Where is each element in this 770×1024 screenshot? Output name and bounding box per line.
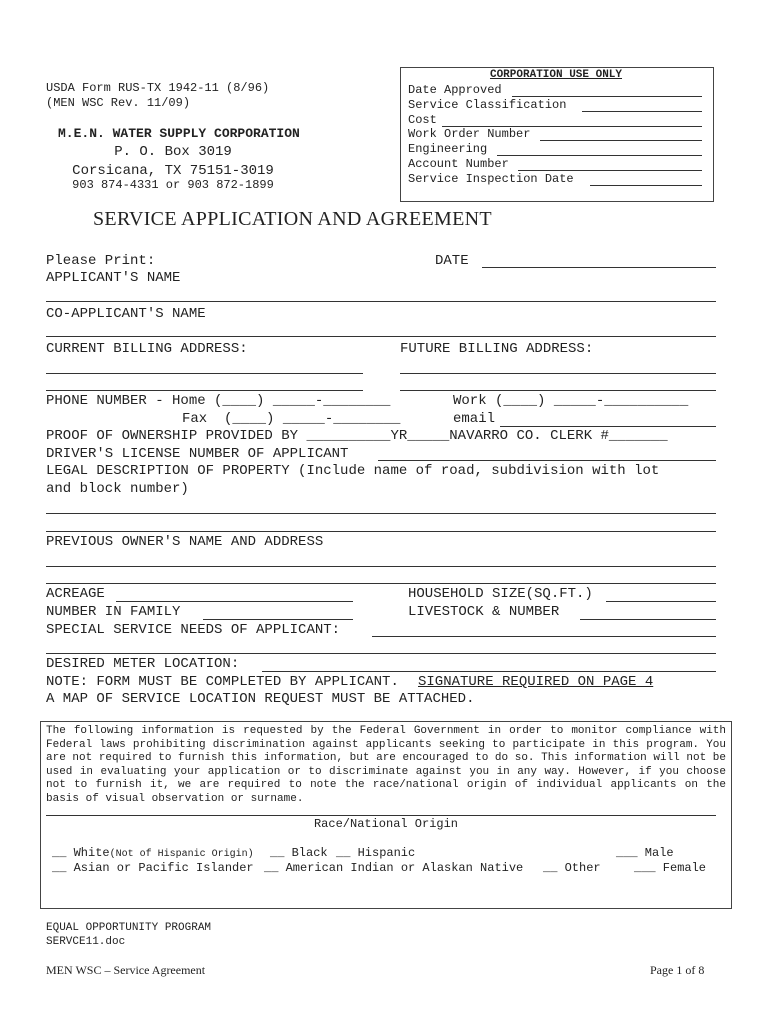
drivers-license-label: DRIVER'S LICENSE NUMBER OF APPLICANT: [46, 446, 349, 462]
date-approved-field[interactable]: [512, 96, 702, 97]
service-inspection-label: Service Inspection Date: [408, 172, 574, 186]
special-needs-field-2[interactable]: [46, 653, 716, 654]
previous-owner-label: PREVIOUS OWNER'S NAME AND ADDRESS: [46, 534, 324, 550]
engineering-label: Engineering: [408, 142, 488, 156]
acreage-label: ACREAGE: [46, 586, 105, 602]
cost-label: Cost: [408, 113, 437, 127]
race-white-label: __ White: [52, 846, 110, 860]
acreage-field[interactable]: [116, 601, 353, 602]
page-number: Page 1 of 8: [650, 963, 705, 977]
meter-location-label: DESIRED METER LOCATION:: [46, 656, 240, 672]
service-classification-label: Service Classification: [408, 98, 567, 112]
corporation-use-title: CORPORATION USE ONLY: [489, 69, 623, 81]
race-white-note: (Not of Hispanic Origin): [109, 849, 254, 860]
signature-required-note: SIGNATURE REQUIRED ON PAGE 4: [418, 674, 654, 690]
service-inspection-field[interactable]: [590, 185, 702, 186]
co-applicant-name-field[interactable]: [46, 336, 716, 337]
livestock-field[interactable]: [580, 619, 716, 620]
special-needs-label: SPECIAL SERVICE NEEDS OF APPLICANT:: [46, 622, 341, 638]
current-billing-field-1[interactable]: [46, 373, 363, 374]
applicant-name-label: APPLICANT'S NAME: [46, 270, 181, 286]
form-number: USDA Form RUS-TX 1942-11 (8/96): [46, 81, 270, 95]
account-number-field[interactable]: [518, 170, 702, 171]
note-required-label: NOTE: FORM MUST BE COMPLETED BY APPLICANT.: [46, 674, 399, 690]
race-white-option[interactable]: [52, 846, 254, 860]
document-title: SERVICE APPLICATION AND AGREEMENT: [93, 208, 492, 230]
co-applicant-name-label: CO-APPLICANT'S NAME: [46, 306, 206, 322]
date-field[interactable]: [482, 267, 716, 268]
number-in-family-label: NUMBER IN FAMILY: [46, 604, 181, 620]
date-approved-label: Date Approved: [408, 83, 502, 97]
map-required-note: A MAP OF SERVICE LOCATION REQUEST MUST BE ATTACHED.: [46, 691, 475, 707]
phone-work-field[interactable]: Work (____) _____-__________: [453, 393, 689, 409]
current-billing-field-2[interactable]: [46, 390, 363, 391]
gender-female-option[interactable]: ___ Female: [634, 861, 707, 875]
legal-description-field-1[interactable]: [46, 513, 716, 514]
federal-notice-text: The following information is requested by the Federal Government in order to monitor compliance with Federal laws prohibiting discrimination against applicants seeking to participate in this program. You are not required to furnish this information, but are encouraged to do so. This information will not be used in evaluating your application or to discriminate against you in any way. However, if you choose not to furnish it, we are required to note the race/national origin of individual applicants on the basis of visual observation or surname.: [46, 725, 726, 805]
please-print-label: Please Print:: [46, 253, 156, 269]
form-reference: [46, 81, 269, 111]
applicant-name-field[interactable]: [46, 301, 716, 302]
engineering-field[interactable]: [497, 155, 702, 156]
date-label: DATE: [435, 253, 469, 269]
future-billing-field-2[interactable]: [400, 390, 716, 391]
account-number-label: Account Number: [408, 157, 509, 171]
current-billing-label: CURRENT BILLING ADDRESS:: [46, 341, 248, 357]
form-revision: (MEN WSC Rev. 11/09): [46, 96, 191, 110]
race-origin-title: Race/National Origin: [313, 817, 459, 831]
legal-description-field-2[interactable]: [46, 531, 716, 532]
race-asian-option[interactable]: __ Asian or Pacific Islander: [52, 861, 254, 875]
drivers-license-field[interactable]: [378, 460, 716, 461]
phone-home-field[interactable]: PHONE NUMBER - Home (____) _____-________: [46, 393, 391, 409]
future-billing-field-1[interactable]: [400, 373, 716, 374]
corporation-phones: 903 874-4331 or 903 872-1899: [72, 178, 274, 192]
notice-divider: [46, 815, 716, 816]
document-filename: SERVCE11.doc: [46, 936, 126, 948]
number-in-family-field[interactable]: [203, 619, 353, 620]
meter-location-field[interactable]: [262, 671, 716, 672]
corporation-address: [46, 143, 300, 181]
corporation-name: M.E.N. WATER SUPPLY CORPORATION: [58, 126, 300, 141]
legal-description-label-2: and block number): [46, 481, 189, 497]
race-black-option[interactable]: __ Black: [270, 846, 328, 860]
footer-left-title: MEN WSC – Service Agreement: [46, 963, 206, 977]
work-order-label: Work Order Number: [408, 127, 531, 141]
legal-description-label: LEGAL DESCRIPTION OF PROPERTY (Include name of road, subdivision with lot: [46, 463, 660, 479]
proof-of-ownership-field[interactable]: PROOF OF OWNERSHIP PROVIDED BY __________YR_____NAVARRO CO. CLERK #_______: [46, 428, 668, 444]
race-hispanic-option[interactable]: __ Hispanic: [336, 846, 416, 860]
work-order-field[interactable]: [540, 140, 702, 141]
previous-owner-field-1[interactable]: [46, 566, 716, 567]
service-classification-field[interactable]: [582, 111, 702, 112]
equal-opportunity-label: EQUAL OPPORTUNITY PROGRAM: [46, 922, 212, 934]
email-label: email: [453, 411, 496, 427]
city-state-zip: Corsicana, TX 75151-3019: [72, 163, 274, 179]
household-size-label: HOUSEHOLD SIZE(SQ.FT.): [408, 586, 593, 602]
po-box: P. O. Box 3019: [114, 144, 232, 160]
previous-owner-field-2[interactable]: [46, 583, 716, 584]
future-billing-label: FUTURE BILLING ADDRESS:: [400, 341, 594, 357]
livestock-label: LIVESTOCK & NUMBER: [408, 604, 560, 620]
gender-male-option[interactable]: ___ Male: [616, 846, 674, 860]
email-field[interactable]: [500, 426, 716, 427]
special-needs-field[interactable]: [372, 636, 716, 637]
race-other-option[interactable]: __ Other: [543, 861, 601, 875]
household-size-field[interactable]: [606, 601, 716, 602]
fax-field[interactable]: Fax (____) _____-________: [182, 411, 401, 427]
race-american-indian-option[interactable]: __ American Indian or Alaskan Native: [264, 861, 524, 875]
